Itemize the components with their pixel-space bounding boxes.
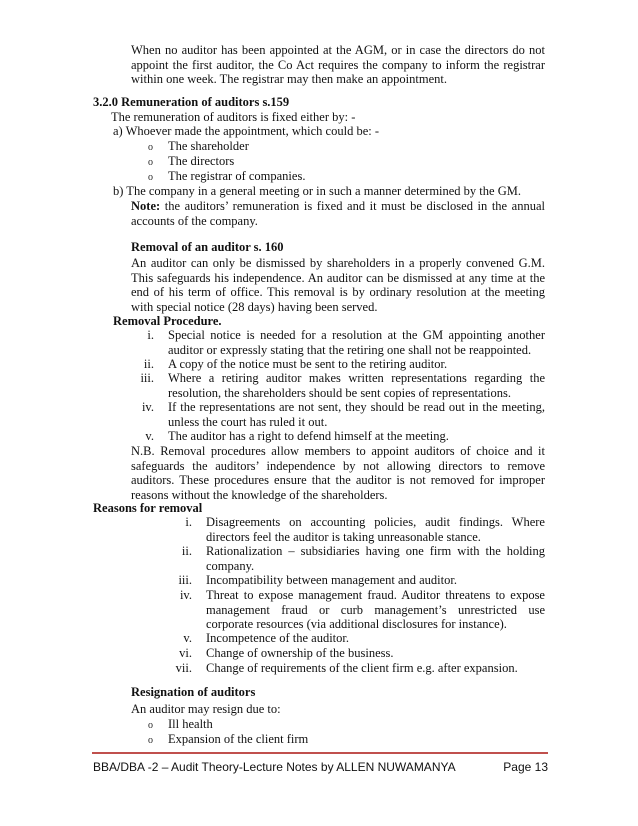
- removal-procedure-heading: Removal Procedure.: [113, 314, 222, 328]
- list-item: The directors: [168, 154, 235, 168]
- bullet-icon: o: [148, 157, 153, 168]
- list-number: vi.: [179, 646, 192, 660]
- list-item: Incompetence of the auditor.: [206, 631, 349, 645]
- removal-paragraph: An auditor can only be dismissed by shareholders in a properly convened G.M. This safeguards his independence. An auditor can be dismissed at any time at the end of his term of office. This removal is by ordinary resolution at the meeting with special notice (28 days) having been served.: [131, 256, 545, 314]
- list-item: The registrar of companies.: [168, 169, 306, 183]
- remuneration-intro: The remuneration of auditors is fixed either by: -: [111, 110, 356, 124]
- remuneration-note: [131, 199, 545, 228]
- list-item: Change of requirements of the client firm e.g. after expansion.: [206, 661, 518, 675]
- bullet-icon: o: [148, 735, 153, 746]
- reasons-heading: Reasons for removal: [93, 501, 203, 515]
- list-item: Rationalization – subsidiaries having one firm with the holding company.: [206, 544, 545, 573]
- list-number: iii.: [140, 371, 154, 385]
- list-item: Special notice is needed for a resolution at the GM appointing another auditor or expressly stating that the retiring one shall not be reappointed.: [168, 328, 545, 357]
- list-number: v.: [183, 631, 192, 645]
- list-number: iv.: [141, 400, 154, 414]
- list-item: A copy of the notice must be sent to the retiring auditor.: [168, 357, 448, 371]
- list-item: The shareholder: [168, 139, 249, 153]
- list-number: iv.: [179, 588, 192, 602]
- list-item: If the representations are not sent, they should be read out in the meeting, unless the court has ruled it out.: [168, 400, 545, 429]
- list-number: iii.: [178, 573, 192, 587]
- list-number: ii.: [181, 544, 192, 558]
- footer-divider: [92, 752, 548, 754]
- list-item: Threat to expose management fraud. Auditor threatens to expose management fraud or curb management’s unrestricted use corporate resources (via additional disclosures for instance).: [206, 588, 545, 631]
- page-number: Page 13: [503, 760, 548, 774]
- list-item: Where a retiring auditor makes written representations regarding the resolution, the shareholders should be sent copies of representations.: [168, 371, 545, 400]
- footer-title: BBA/DBA -2 – Audit Theory-Lecture Notes by ALLEN NUWAMANYA: [93, 760, 456, 774]
- bullet-icon: o: [148, 142, 153, 153]
- list-item: Ill health: [168, 717, 213, 731]
- bullet-icon: o: [148, 172, 153, 183]
- resignation-intro: An auditor may resign due to:: [131, 702, 281, 716]
- bullet-icon: o: [148, 720, 153, 731]
- list-item: Change of ownership of the business.: [206, 646, 394, 660]
- list-item: Disagreements on accounting policies, audit findings. Where directors feel the auditor is taking unreasonable stance.: [206, 515, 545, 544]
- remuneration-heading: 3.2.0 Remuneration of auditors s.159: [93, 95, 290, 109]
- list-number: i.: [147, 328, 154, 342]
- list-item: Incompatibility between management and auditor.: [206, 573, 457, 587]
- list-number: i.: [185, 515, 192, 529]
- intro-paragraph: When no auditor has been appointed at the AGM, or in case the directors do not appoint the first auditor, the Co Act requires the company to inform the registrar within one week. The registrar may then make an appointment.: [131, 43, 545, 86]
- nb-paragraph: N.B. Removal procedures allow members to appoint auditors of choice and it safeguards the auditors’ independence by not allowing directors to remove auditors. These procedures ensure that the auditor is not removed for improper reasons without the knowledge of the shareholders.: [131, 444, 545, 502]
- list-number: ii.: [143, 357, 154, 371]
- remuneration-item-b: b) The company in a general meeting or in such a manner determined by the GM.: [113, 184, 521, 198]
- list-item: Expansion of the client firm: [168, 732, 309, 746]
- list-number: vii.: [175, 661, 192, 675]
- list-item: The auditor has a right to defend himself at the meeting.: [168, 429, 449, 443]
- note-text: the auditors’ remuneration is fixed and it must be disclosed in the annual accounts of the company.: [131, 199, 545, 228]
- resignation-heading: Resignation of auditors: [131, 685, 256, 699]
- note-label: Note:: [131, 199, 161, 213]
- list-number: v.: [145, 429, 154, 443]
- removal-heading: Removal of an auditor s. 160: [131, 240, 284, 254]
- remuneration-item-a: a) Whoever made the appointment, which could be: -: [113, 124, 379, 138]
